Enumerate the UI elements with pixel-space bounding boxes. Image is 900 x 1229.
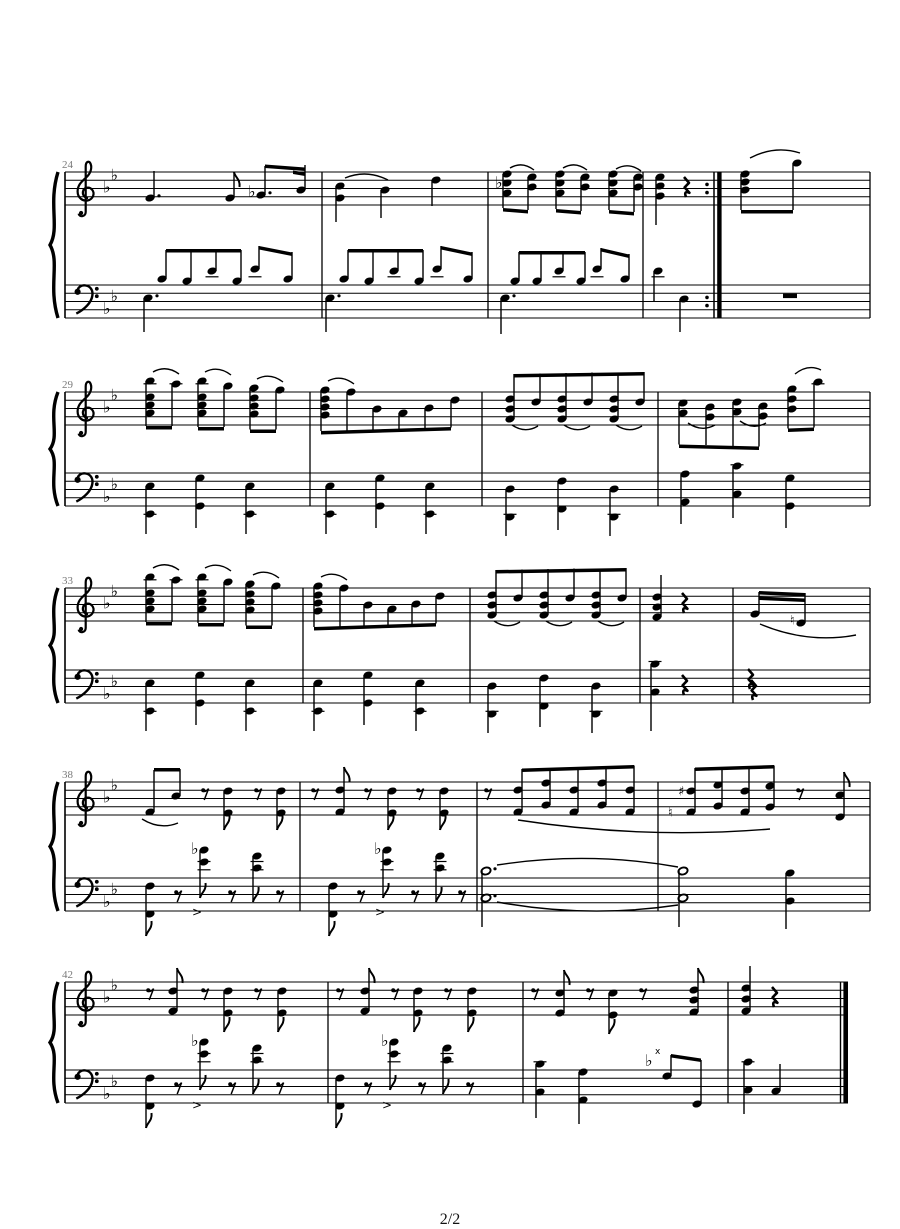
measure-number: 24 [62, 159, 73, 171]
svg-text:♭: ♭ [110, 775, 119, 795]
svg-text:>: > [375, 905, 386, 919]
measure-number: 42 [62, 969, 73, 981]
measure-number: 38 [62, 769, 73, 781]
system-42-notation [50, 966, 848, 1128]
svg-text:♭: ♭ [110, 975, 119, 995]
svg-text:>: > [192, 905, 203, 919]
svg-text:♭: ♭ [103, 397, 111, 417]
svg-text:♭: ♭ [103, 987, 111, 1007]
svg-text:♭: ♭ [103, 593, 111, 613]
svg-text:♭: ♭ [645, 1051, 653, 1070]
svg-text:♭: ♭ [191, 839, 199, 858]
measure-number: 33 [62, 575, 73, 587]
svg-text:♭: ♭ [103, 298, 111, 318]
svg-text:♭: ♭ [191, 1031, 199, 1050]
svg-text:♭: ♭ [103, 891, 111, 911]
svg-text:>: > [192, 1098, 203, 1112]
svg-text:♮: ♮ [790, 613, 795, 629]
measure-number: 29 [62, 379, 73, 391]
svg-text:♭: ♭ [110, 581, 119, 601]
svg-text:♭: ♭ [110, 1071, 119, 1091]
system-38-notation [50, 765, 870, 936]
svg-text:♭: ♭ [110, 671, 119, 691]
svg-text:♭: ♭ [248, 182, 256, 201]
svg-text:♭: ♭ [103, 486, 111, 506]
svg-text:♭: ♭ [381, 1031, 389, 1050]
svg-text:♭: ♭ [495, 173, 503, 192]
svg-text:♭: ♭ [110, 879, 119, 899]
svg-text:♭: ♭ [110, 385, 119, 405]
svg-text:♭: ♭ [110, 165, 119, 185]
svg-text:♮: ♮ [668, 805, 673, 821]
system-33-notation [50, 565, 870, 733]
page-number: 2/2 [439, 1211, 461, 1228]
svg-text:♭: ♭ [103, 787, 111, 807]
svg-text:♭: ♭ [110, 474, 119, 494]
svg-text:>: > [382, 1098, 393, 1112]
svg-text:♯: ♯ [678, 784, 685, 800]
svg-text:x: x [655, 1047, 661, 1057]
svg-text:♭: ♭ [103, 177, 111, 197]
svg-text:♭: ♭ [103, 683, 111, 703]
svg-text:♭: ♭ [374, 839, 382, 858]
svg-text:♭: ♭ [103, 1083, 111, 1103]
system-29-notation [50, 368, 870, 536]
svg-text:♭: ♭ [110, 286, 119, 306]
system-24-notation [50, 150, 870, 334]
